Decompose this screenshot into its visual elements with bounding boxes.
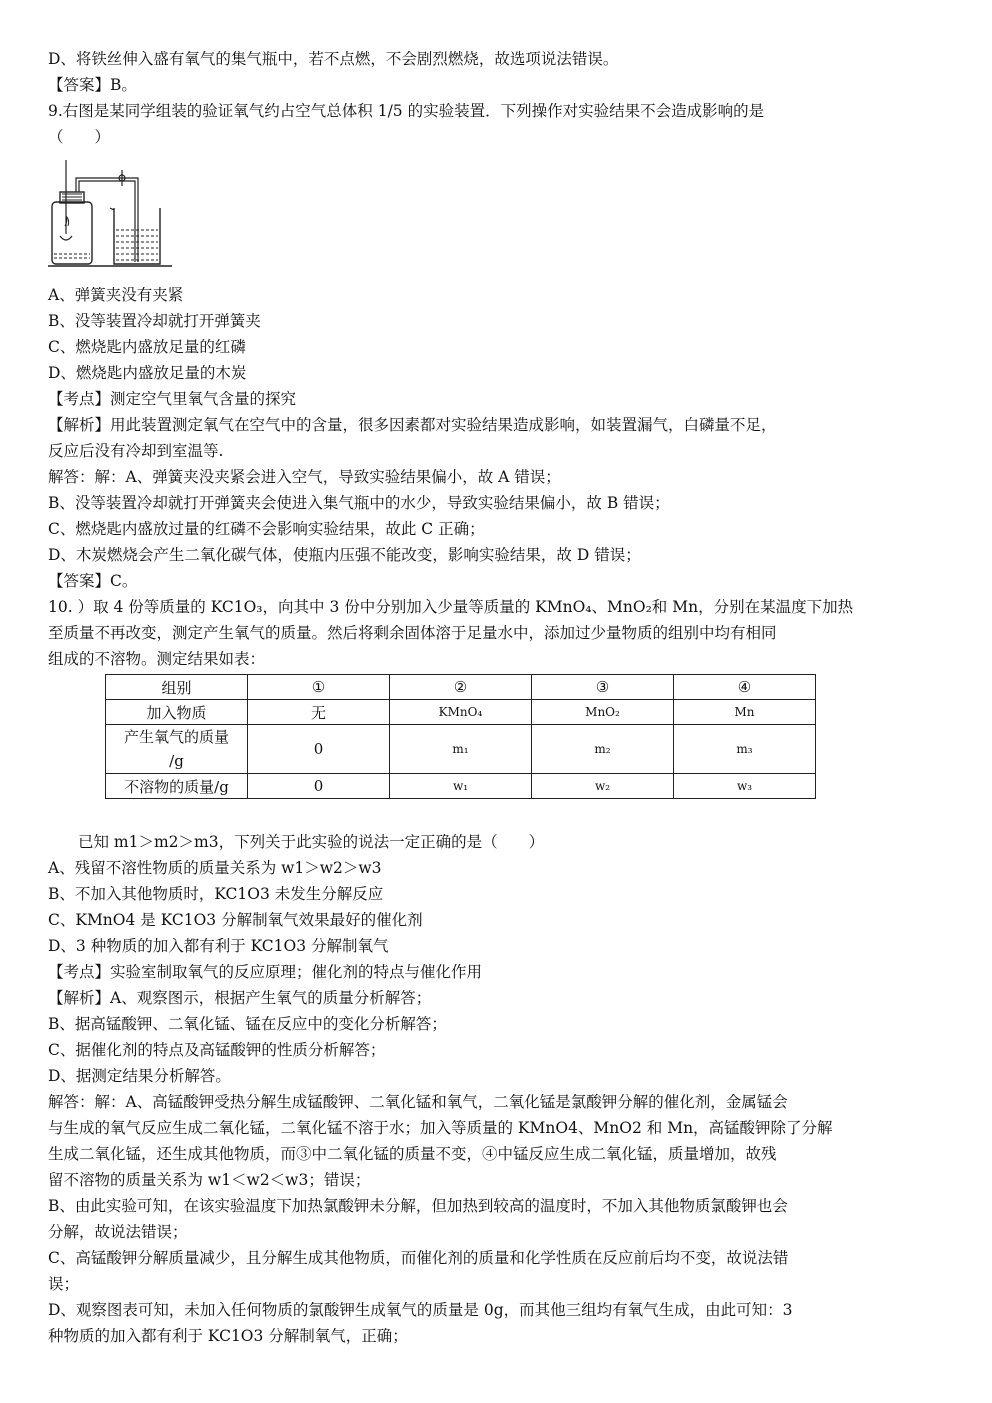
q9-answer: 【答案】C。 <box>48 572 138 590</box>
line-top-3: （ ） <box>48 128 111 146</box>
q10-solution-line-1: 解答：解：A、高锰酸钾受热分解生成锰酸钾、二氧化锰和氧气，二氧化锰是氯酸钾分解的催化剂，金属锰会 <box>48 1093 788 1111</box>
table-row <box>106 700 816 725</box>
table-cell: m₃ <box>674 725 816 774</box>
spacer <box>48 805 878 829</box>
q9-option-c: C、燃烧匙内盛放足量的红磷 <box>48 338 246 356</box>
table-cell: ④ <box>674 675 816 700</box>
table-cell: MnO₂ <box>532 700 674 725</box>
q9-option-d: D、燃烧匙内盛放足量的木炭 <box>48 364 247 382</box>
q10-analysis-c: C、据催化剂的特点及高锰酸钾的性质分析解答； <box>48 1041 386 1059</box>
table-cell: KMnO₄ <box>390 700 532 725</box>
q10-option-b: B、不加入其他物质时，KC1O3 未发生分解反应 <box>48 885 384 903</box>
table-cell: 组别 <box>106 675 248 700</box>
table-cell: w₁ <box>390 774 532 799</box>
table-cell: 不溶物的质量/g <box>106 774 248 799</box>
table-cell: w₂ <box>532 774 674 799</box>
table-row <box>106 774 816 799</box>
table-cell: m₂ <box>532 725 674 774</box>
q10-analysis-a: 【解析】A、观察图示，根据产生氧气的质量分析解答； <box>48 989 432 1007</box>
q9-topic: 【考点】测定空气里氧气含量的探究 <box>48 390 297 408</box>
table-cell: 加入物质 <box>106 700 248 725</box>
table-cell: Mn <box>674 700 816 725</box>
oxygen-label-line-2: /g <box>169 752 184 770</box>
q9-solution-d: D、木炭燃烧会产生二氧化碳气体，使瓶内压强不能改变，影响实验结果，故 D 错误； <box>48 546 641 564</box>
table-cell: ② <box>390 675 532 700</box>
table-cell: 0 <box>248 774 390 799</box>
table-cell: m₁ <box>390 725 532 774</box>
line-top-1: 【答案】B。 <box>48 76 137 94</box>
q10-intro-3: 组成的不溶物。测定结果如表： <box>48 650 266 668</box>
q10-option-a: A、残留不溶性物质的质量关系为 w1＞w2＞w3 <box>48 859 382 877</box>
q10-solution-line-10: 种物质的加入都有利于 KC1O3 分解制氧气，正确； <box>48 1327 408 1345</box>
q10-intro-1: 10. ）取 4 份等质量的 KC1O₃，向其中 3 份中分别加入少量等质量的 KMnO₄、MnO₂和 Mn，分别在某温度下加热 <box>48 598 854 616</box>
table-cell: ③ <box>532 675 674 700</box>
q10-option-c: C、KMnO4 是 KC1O3 分解制氧气效果最好的催化剂 <box>48 911 423 929</box>
q10-solution-line-3: 生成二氧化锰，还生成其他物质，而③中二氧化锰的质量不变，④中锰反应生成二氧化锰，质量增加，故残 <box>48 1145 777 1163</box>
q10-solution-line-2: 与生成的氧气反应生成二氧化锰，二氧化锰不溶于水；加入等质量的 KMnO4、MnO2 和 Mn，高锰酸钾除了分解 <box>48 1119 833 1137</box>
document-page <box>48 46 878 1349</box>
q9-analysis-1: 【解析】用此装置测定氧气在空气中的含量，很多因素都对实验结果造成影响，如装置漏气，白磷量不足， <box>48 416 777 434</box>
q10-analysis-b: B、据高锰酸钾、二氧化锰、锰在反应中的变化分析解答； <box>48 1015 447 1033</box>
q9-option-a: A、弹簧夹没有夹紧 <box>48 286 184 304</box>
q9-option-b: B、没等装置冷却就打开弹簧夹 <box>48 312 261 330</box>
table-cell: 无 <box>248 700 390 725</box>
q10-solution-line-5: B、由此实验可知，在该实验温度下加热氯酸钾未分解，但加热到较高的温度时，不加入其他物质氯酸钾也会 <box>48 1197 788 1215</box>
table-row <box>106 725 816 774</box>
table-cell: w₃ <box>674 774 816 799</box>
q10-topic: 【考点】实验室制取氧气的反应原理；催化剂的特点与催化作用 <box>48 963 483 981</box>
q10-option-d: D、3 种物质的加入都有利于 KC1O3 分解制氧气 <box>48 937 389 955</box>
line-top-2: 9.右图是某同学组装的验证氧气约占空气总体积 1/5 的实验装置．下列操作对实验结果不会造成影响的是 <box>48 102 765 120</box>
q10-solution-line-4: 留不溶物的质量关系为 w1＜w2＜w3；错误； <box>48 1171 371 1189</box>
q10-solution-line-8: 误； <box>48 1275 80 1293</box>
line-top-0: D、将铁丝伸入盛有氧气的集气瓶中，若不点燃，不会剧烈燃烧，故选项说法错误。 <box>48 50 619 68</box>
table-row <box>106 675 816 700</box>
q10-analysis-d: D、据测定结果分析解答。 <box>48 1067 231 1085</box>
q10-solution-line-7: C、高锰酸钾分解质量减少，且分解生成其他物质，而催化剂的质量和化学性质在反应前后均不变，故说法错 <box>48 1249 789 1267</box>
q10-question-stem: 已知 m1＞m2＞m3，下列关于此实验的说法一定正确的是（ ） <box>78 833 545 851</box>
q9-solution-c: C、燃烧匙内盛放过量的红磷不会影响实验结果，故此 C 正确； <box>48 520 485 538</box>
q10-solution-line-6: 分解，故说法错误； <box>48 1223 188 1241</box>
oxygen-label-line-1: 产生氧气的质量 <box>123 728 229 746</box>
q10-intro-2: 至质量不再改变，测定产生氧气的质量。然后将剩余固体溶于足量水中，添加过少量物质的组别中均有相同 <box>48 624 777 642</box>
table-cell: 0 <box>248 725 390 774</box>
table-cell: ① <box>248 675 390 700</box>
results-table <box>105 674 816 799</box>
q9-solution-b: B、没等装置冷却就打开弹簧夹会使进入集气瓶中的水少，导致实验结果偏小，故 B 错误； <box>48 494 670 512</box>
q9-analysis-2: 反应后没有冷却到室温等. <box>48 442 224 460</box>
q9-solution-a: 解答：解：A、弹簧夹没夹紧会进入空气，导致实验结果偏小，故 A 错误； <box>48 468 561 486</box>
table-cell-oxygen-label <box>106 725 248 774</box>
experiment-apparatus-diagram <box>48 154 178 274</box>
q10-solution-line-9: D、观察图表可知，未加入任何物质的氯酸钾生成氧气的质量是 0g，而其他三组均有氧气生成，由此可知：3 <box>48 1301 793 1319</box>
